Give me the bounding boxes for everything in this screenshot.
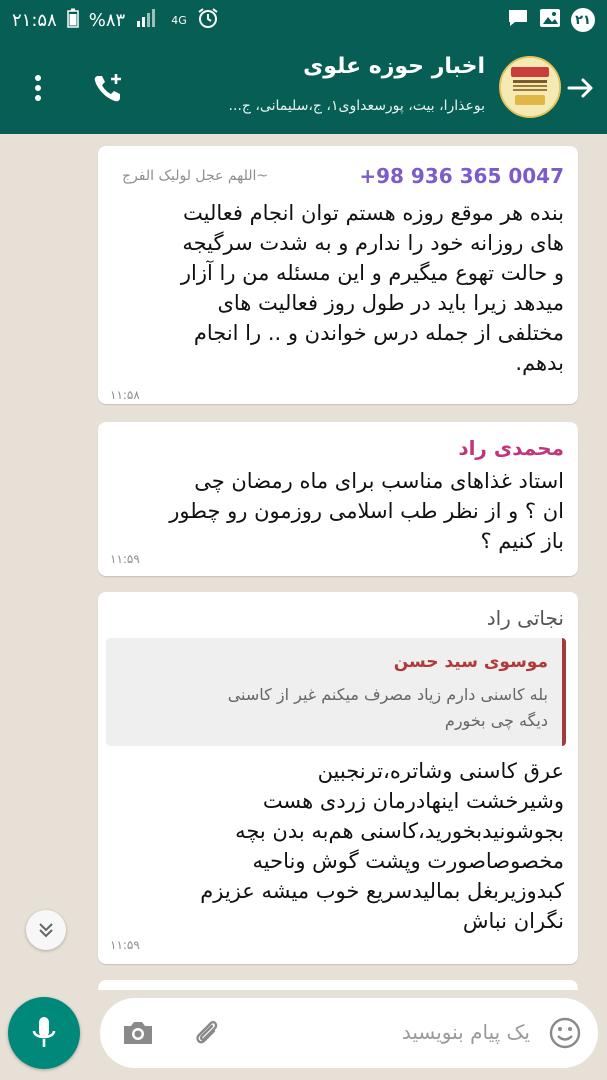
sender-name[interactable]: نجاتی راد (486, 606, 564, 630)
chat-title[interactable]: اخبار حوزه علوی (303, 54, 485, 79)
status-bar (0, 0, 607, 40)
more-options-icon[interactable] (26, 72, 50, 104)
microphone-icon (29, 1015, 59, 1051)
emoji-icon[interactable] (548, 1016, 582, 1050)
sender-alias: ~اللهم عجل لولیک الفرج (122, 168, 269, 184)
battery-icon (67, 8, 79, 33)
network-type: 4G (171, 13, 187, 27)
message-line: میدهد زیرا باید در طول روز فعالیت های (217, 291, 564, 315)
chat-area[interactable] (0, 134, 607, 990)
back-arrow-icon[interactable] (565, 72, 597, 104)
double-chevron-down-icon (36, 920, 56, 940)
quoted-message[interactable] (106, 638, 566, 746)
chat-members[interactable]: بوعذارا، بیت، پورسعداوی۱، ج،سلیمانی، ج... (228, 98, 485, 114)
gallery-notification-icon (539, 8, 561, 33)
message-line: وشیرخشت اینهادرمان زردی هست (262, 789, 564, 813)
message-text (106, 756, 564, 936)
status-time: ۲۱:۵۸ (12, 9, 57, 31)
camera-icon[interactable] (120, 1016, 156, 1050)
message-line: بنده هر موقع روزه هستم توان انجام فعالیت (183, 201, 564, 225)
message-time: ۱۱:۵۸ (110, 388, 140, 402)
message-time: ۱۱:۵۹ (110, 552, 140, 566)
message-line: ان ؟ و از نظر طب اسلامی روزمون رو چطور (169, 499, 564, 523)
message-line: مختلفی از جمله درس خواندن و .. را انجام (193, 321, 564, 345)
message-line: بجوشونیدبخورید،کاسنی هم‌به بدن بچه (235, 819, 564, 843)
sender-name[interactable]: محمدی راد (458, 436, 564, 460)
message-notification-icon (507, 8, 529, 33)
quoted-text (128, 682, 548, 734)
status-left (12, 7, 219, 34)
message-line: نگران نباش (462, 909, 564, 933)
message-line: های روزانه خود را ندارم و به شدت سرگیجه (182, 231, 564, 255)
message-input[interactable]: یک پیام بنویسید (401, 1020, 530, 1044)
add-call-icon[interactable] (90, 70, 126, 106)
message-time: ۱۱:۵۹ (110, 938, 140, 952)
message-input-bar[interactable] (100, 998, 598, 1068)
scroll-to-bottom-button[interactable] (26, 910, 66, 950)
message-bubble-partial[interactable] (98, 980, 578, 990)
quoted-sender: موسوی سید حسن (393, 652, 548, 672)
message-bubble[interactable] (98, 146, 578, 404)
quoted-line: دیگه چی بخورم (444, 711, 548, 730)
message-line: و حالت تهوع میگیرم و این مسئله من را آزار (180, 261, 564, 285)
message-bubble[interactable] (98, 592, 578, 964)
voice-record-button[interactable] (8, 997, 80, 1069)
message-bubble[interactable] (98, 422, 578, 576)
message-line: عرق کاسنی وشاتره،ترنجبین (317, 759, 564, 783)
message-line: کبدوزیربغل بمالیدسریع خوب میشه عزیزم (200, 879, 564, 903)
message-line: استاد غذاهای مناسب برای ماه رمضان چی (194, 469, 564, 493)
message-line: مخصوصاصورت وپشت گوش وناحیه (252, 849, 564, 873)
chat-header (0, 40, 607, 134)
status-right (507, 8, 595, 33)
message-text (106, 466, 564, 556)
group-avatar[interactable] (499, 56, 561, 118)
signal-icon (135, 8, 161, 33)
alarm-icon (197, 7, 219, 34)
attachment-icon[interactable] (190, 1016, 224, 1050)
message-text (106, 198, 564, 378)
quoted-line: بله کاسنی دارم زیاد مصرف میکنم غیر از کاسنی (227, 685, 548, 704)
message-line: باز کنیم ؟ (480, 529, 564, 553)
notification-count-badge: ۲۱ (571, 8, 595, 32)
message-line: بدهم. (515, 351, 564, 375)
battery-level: %۸۳ (88, 9, 126, 31)
sender-phone[interactable]: +98 936 365 0047 (359, 164, 564, 188)
